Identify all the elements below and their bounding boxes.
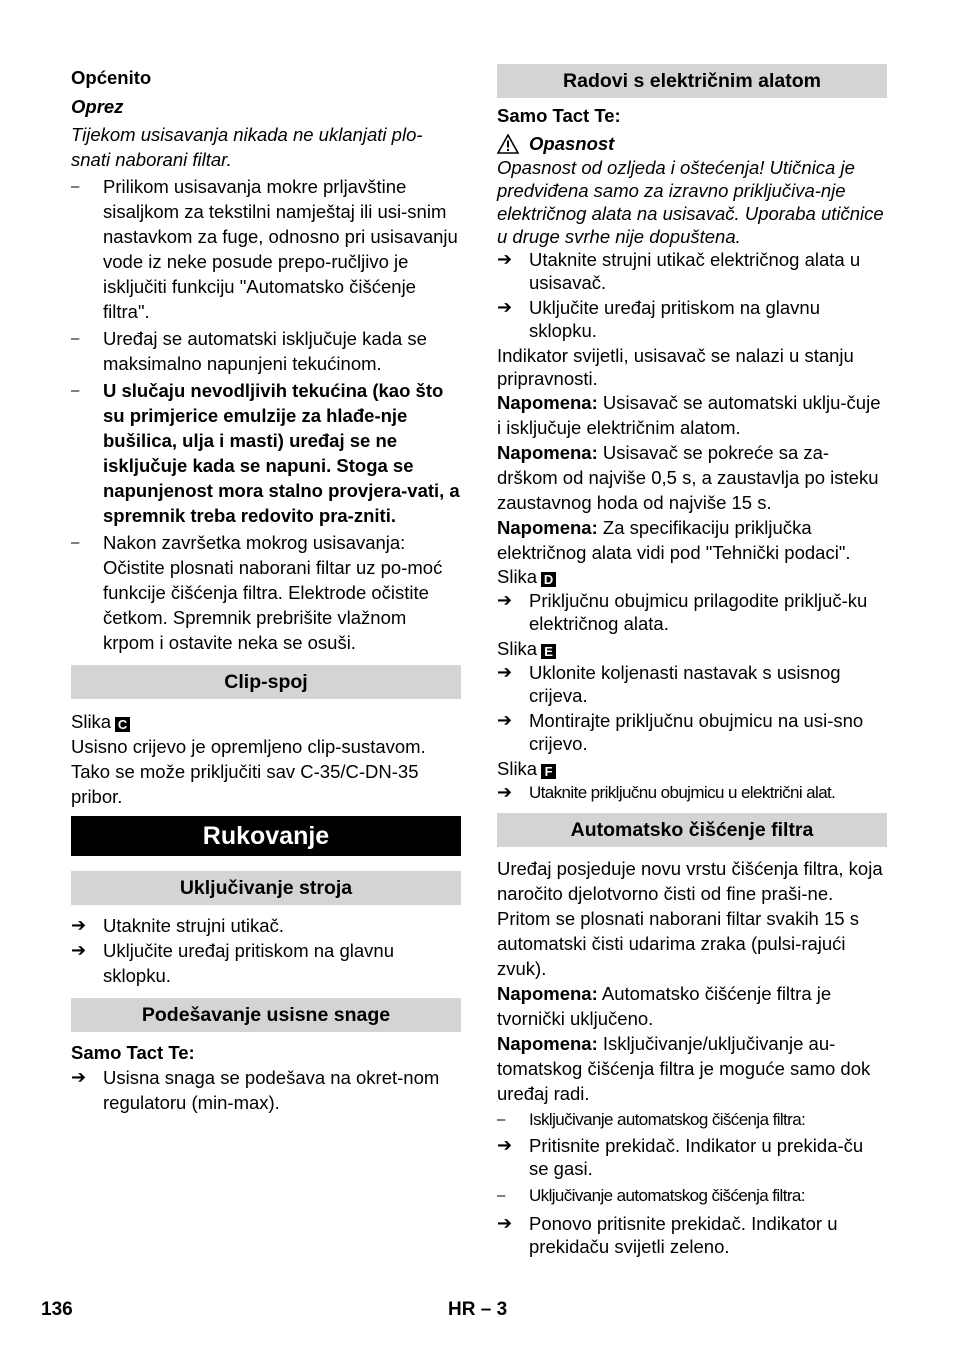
switch-on-heading: Uključivanje stroja: [71, 871, 461, 905]
step-text: Uklonite koljenasti nastavak s usisnog crijeva.: [529, 662, 841, 706]
suction-heading: Podešavanje usisne snage: [71, 998, 461, 1032]
arrow-icon: ➔: [497, 590, 513, 610]
step-item: [497, 1134, 887, 1180]
dash-marker: –: [71, 330, 80, 347]
figure-label: Slika: [497, 566, 538, 587]
tools-only-label: Samo Tact Te:: [497, 105, 621, 126]
note-text: Automatsko čišćenje filtra je tvornički uključeno.: [497, 983, 832, 1029]
tools-heading: Radovi s električnim alatom: [497, 64, 887, 98]
step-item: [497, 296, 887, 342]
figure-label: Slika: [71, 711, 112, 732]
note-label: Napomena:: [497, 983, 598, 1004]
section-label: HR – 3: [448, 1299, 508, 1320]
list-item: [71, 378, 461, 528]
list-item-text: U slučaju nevodljivih tekućina (kao što su primjerice emulzije za hlađe-nje bušilica, ulja i masti) uređaj se ne isključuje kada se napuni. Stoga se napunjenost mora stalno provjera-vati, a spremnik treba redovito pra-zniti.: [103, 380, 460, 526]
list-item-text: Isključivanje automatskog čišćenja filtra:: [529, 1110, 806, 1129]
chapter-title: Rukovanje: [71, 816, 461, 856]
dash-marker: –: [71, 534, 80, 551]
arrow-icon: ➔: [497, 1135, 513, 1155]
warning-triangle-icon: [497, 134, 519, 154]
note-label: Napomena:: [497, 392, 598, 413]
step-item: [497, 589, 887, 635]
arrow-icon: ➔: [71, 1067, 87, 1087]
step-text: Utaknite strujni utikač električnog alata u usisavač.: [529, 249, 861, 293]
step-text: Uključite uređaj pritiskom na glavnu sklopku.: [529, 297, 820, 341]
danger-text: Opasnost od ozljeda i oštećenja! Utičnica je predviđena samo za izravno priključiva-nje električnog alata na usisavač. Uporaba utičnice u druge svrhe nije dopuštena.: [497, 157, 884, 247]
figure-reference: [497, 757, 887, 781]
step-item: [497, 709, 887, 755]
right-column: [497, 62, 887, 1258]
indicator-text: Indikator svijetli, usisavač se nalazi u stanju pripravnosti.: [497, 345, 854, 389]
list-item: [71, 174, 461, 324]
step-text: Ponovo pritisnite prekidač. Indikator u prekidaču svijetli zeleno.: [529, 1213, 838, 1257]
list-item: [497, 1184, 887, 1208]
arrow-icon: ➔: [497, 782, 512, 802]
dash-marker: –: [497, 1187, 505, 1204]
figure-label: Slika: [497, 638, 538, 659]
step-text: Montirajte priključnu obujmicu na usi-sno crijevo.: [529, 710, 864, 754]
step-item: [497, 248, 887, 294]
note-paragraph: [497, 1031, 887, 1106]
suction-only-label: Samo Tact Te:: [71, 1042, 195, 1063]
note-paragraph: [497, 390, 887, 440]
list-item: [497, 1108, 887, 1132]
note-paragraph: [497, 981, 887, 1031]
note-label: Napomena:: [497, 1033, 598, 1054]
figure-letter-badge: E: [541, 644, 556, 659]
auto-clean-heading: Automatsko čišćenje filtra: [497, 813, 887, 847]
note-paragraph: [497, 515, 887, 565]
step-item: [71, 913, 461, 938]
list-item-text: Uključivanje automatskog čišćenja filtra:: [529, 1186, 805, 1205]
arrow-icon: ➔: [71, 915, 87, 935]
note-text: Za specifikaciju priključka električnog alata vidi pod "Tehnički podaci".: [497, 517, 851, 563]
list-item-text: Nakon završetka mokrog usisavanja: Očistite plosnati naborani filtar uz po-moć funkcije čišćenja filtra. Elektrode očistite četkom. Spremnik prebrišite vlažnom krpom i ostavite neka se osuši.: [103, 532, 443, 653]
step-text: Uključite uređaj pritiskom na glavnu sklopku.: [103, 940, 394, 986]
figure-reference: [497, 637, 887, 661]
dash-marker: –: [71, 382, 80, 399]
page-number: 136: [41, 1299, 73, 1320]
list-item: [71, 326, 461, 376]
step-text: Usisna snaga se podešava na okret-nom regulatoru (min-max).: [103, 1067, 440, 1113]
arrow-icon: ➔: [497, 249, 513, 269]
auto-clean-text: Uređaj posjeduje novu vrstu čišćenja filtra, koja naročito djelotvorno čisti od fine praši-ne. Pritom se plosnati naborani filtar svakih 15 s automatski čisti udarima zraka (pulsi-rajući zvuk).: [497, 858, 883, 979]
left-column: [71, 62, 461, 1115]
figure-label: Slika: [497, 758, 538, 779]
note-text: Usisavač se pokreće sa za-drškom od najviše 0,5 s, a zaustavlja po isteku zaustavnog hoda od najviše 15 s.: [497, 442, 879, 513]
arrow-icon: ➔: [497, 710, 513, 730]
step-item: [71, 938, 461, 988]
step-item: [497, 661, 887, 707]
step-item: [497, 1212, 887, 1258]
dash-marker: –: [71, 178, 80, 195]
figure-letter-badge: C: [115, 717, 130, 732]
figure-reference: [71, 709, 461, 734]
note-text: Usisavač se automatski uklju-čuje i isključuje električnim alatom.: [497, 392, 881, 438]
dash-marker: –: [497, 1111, 505, 1128]
step-item: [497, 781, 887, 804]
caution-text: Tijekom usisavanja nikada ne uklanjati plo-snati naborani filtar.: [71, 124, 423, 170]
arrow-icon: ➔: [497, 297, 513, 317]
note-label: Napomena:: [497, 517, 598, 538]
list-item-text: Prilikom usisavanja mokre prljavštine sisaljkom za tekstilni namještaj ili usi-snim nastavkom za fuge, odnosno pri usisavanju vode iz neke posude prepo-ručljivo je isključiti funkciju "Automatsko čišćenje filtra".: [103, 176, 458, 322]
general-heading: Općenito: [71, 67, 152, 88]
note-text: Isključivanje/uključivanje au-tomatskog čišćenja filtra je moguće samo dok uređaj radi.: [497, 1033, 871, 1104]
list-item-text: Uređaj se automatski isključuje kada se maksimalno napunjeni tekućinom.: [103, 328, 427, 374]
clip-text: Usisno crijevo je opremljeno clip-sustavom. Tako se može priključiti sav C-35/C-DN-35 pribor.: [71, 736, 426, 807]
step-text: Priključnu obujmicu prilagodite priključ-ku električnog alata.: [529, 590, 868, 634]
list-item: [71, 530, 461, 655]
figure-letter-badge: F: [541, 764, 556, 779]
step-text: Pritisnite prekidač. Indikator u prekida-ču se gasi.: [529, 1135, 864, 1179]
caution-title: Oprez: [71, 96, 124, 117]
figure-letter-badge: D: [541, 572, 556, 587]
figure-reference: [497, 565, 887, 589]
clip-heading: Clip-spoj: [71, 665, 461, 699]
arrow-icon: ➔: [497, 662, 513, 682]
arrow-icon: ➔: [497, 1213, 513, 1233]
step-item: [71, 1065, 461, 1115]
note-paragraph: [497, 440, 887, 515]
note-label: Napomena:: [497, 442, 598, 463]
step-text: Utaknite priključnu obujmicu u električni alat.: [529, 783, 836, 802]
danger-title: Opasnost: [529, 133, 615, 154]
danger-header: [497, 131, 887, 156]
arrow-icon: ➔: [71, 940, 87, 960]
step-text: Utaknite strujni utikač.: [103, 915, 284, 936]
